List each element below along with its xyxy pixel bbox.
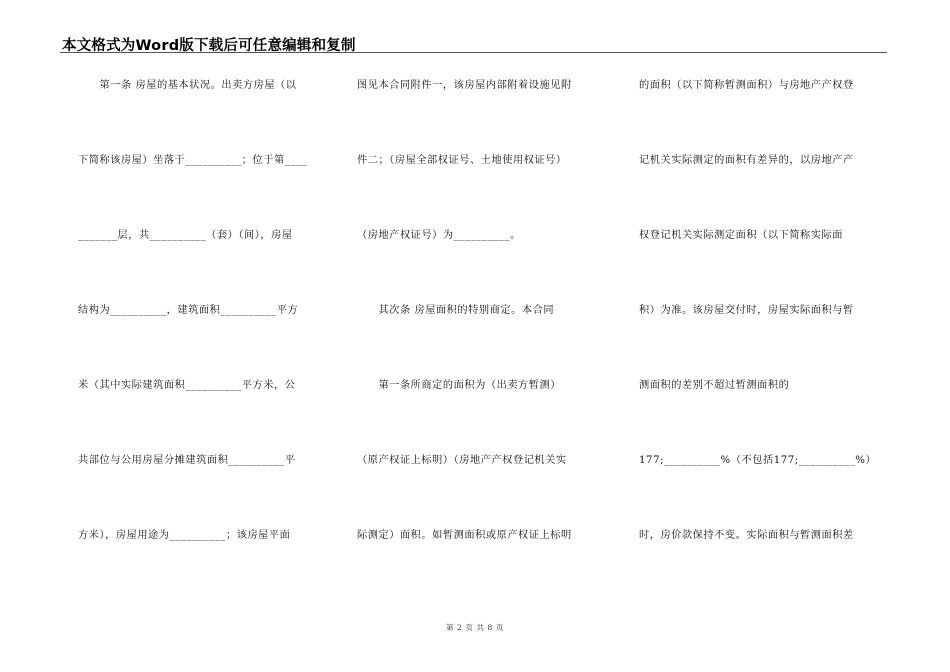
text-line: 177;__________%（不包括177;__________%） — [639, 455, 877, 466]
text-line: 方米），房屋用途为__________；该房屋平面 — [78, 530, 291, 541]
text-line: 件二；（房屋全部权证号、土地使用权证号） — [357, 155, 567, 166]
text-line: 结构为__________，建筑面积__________平方 — [78, 305, 299, 316]
text-line: 权登记机关实际测定面积（以下简称实际面 — [639, 230, 844, 241]
page-number: 第 2 页 共 8 页 — [445, 623, 505, 632]
text-line: 下简称该房屋）坐落于__________；位于第____ — [78, 155, 308, 166]
text-line: 米（其中实际建筑面积__________平方米，公 — [78, 380, 296, 391]
text-line: （房地产权证号）为__________。 — [357, 230, 521, 241]
text-line: 第一条所商定的面积为（出卖方暂测） — [357, 380, 562, 391]
text-line: 积）为准。该房屋交付时，房屋实际面积与暂 — [639, 305, 854, 316]
text-line: （原产权证上标明）（房地产产权登记机关实 — [357, 455, 567, 466]
text-line: 记机关实际测定的面积有差异的，以房地产产 — [639, 155, 854, 166]
text-line: _______层，共__________（套）（间），房屋 — [78, 230, 293, 241]
text-line: 际测定）面积。如暂测面积或原产权证上标明 — [357, 530, 572, 541]
page-header-title: 本文格式为Word版下载后可任意编辑和复制 — [62, 38, 356, 54]
text-line: 的面积（以下简称暂测面积）与房地产产权登 — [639, 80, 854, 91]
text-line: 共部位与公用房屋分摊建筑面积__________平 — [78, 455, 296, 466]
text-line: 图见本合同附件一，该房屋内部附着设施见附 — [357, 80, 572, 91]
header-divider — [60, 52, 887, 53]
text-line: 测面积的差别不超过暂测面积的 — [639, 380, 790, 391]
text-line: 其次条 房屋面积的特别商定。本合同 — [357, 305, 555, 316]
text-line: 第一条 房屋的基本状况。出卖方房屋（以 — [78, 80, 297, 91]
text-line: 时，房价款保持不变。实际面积与暂测面积差 — [639, 530, 854, 541]
